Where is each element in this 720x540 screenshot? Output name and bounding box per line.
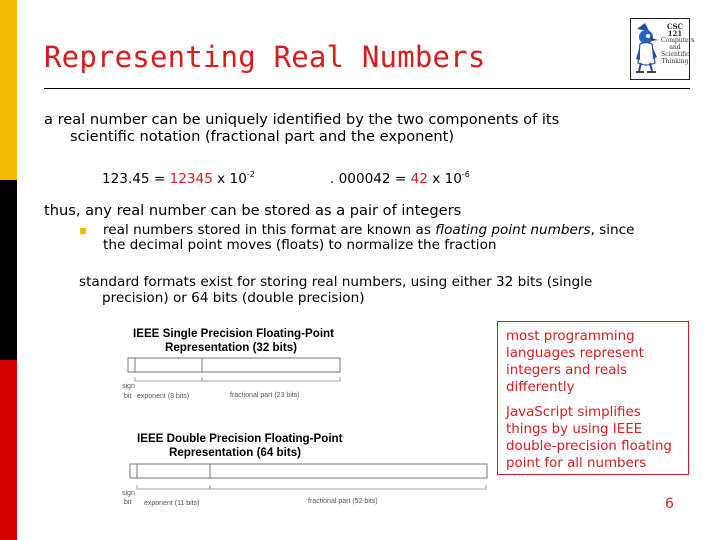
- stripe-yellow: [0, 0, 17, 180]
- stripe-black: [0, 180, 17, 360]
- thus-statement: thus, any real number can be stored as a pair of integers: [44, 202, 462, 219]
- course-logo: [630, 18, 695, 80]
- slide-title: Representing Real Numbers: [44, 40, 486, 74]
- callout-paragraph-2: [506, 404, 686, 472]
- intro-line-2: scientific notation (fractional part and the exponent): [70, 128, 455, 145]
- standard-line-1: standard formats exist for storing real numbers, using either 32 bits (single: [79, 274, 593, 290]
- single-precision-title-1: IEEE Single Precision Floating-Point: [133, 327, 334, 340]
- logo-line: and: [669, 44, 681, 51]
- callout-line: point for all numbers: [506, 456, 647, 471]
- example-2-times: x 10: [427, 171, 462, 187]
- double-precision-title-1: IEEE Double Precision Floating-Point: [137, 432, 343, 445]
- single-fraction-label: fractional part (23 bits): [230, 392, 300, 399]
- example-1-exponent: -2: [246, 170, 255, 179]
- callout-line: most programming: [506, 329, 635, 344]
- title-divider: [44, 88, 690, 89]
- example-2-exponent: -6: [461, 170, 470, 179]
- single-bit-label: bit: [124, 393, 132, 400]
- callout-line: integers and reals: [506, 363, 627, 378]
- example-2-fraction: 42: [410, 171, 428, 187]
- callout-box: [497, 321, 689, 475]
- single-precision-bit-diagram: [118, 355, 343, 390]
- logo-text: [661, 22, 695, 65]
- stripe-red: [0, 360, 17, 540]
- double-sign-label: sign: [122, 490, 135, 497]
- bullet-line-2: the decimal point moves (floats) to normalize the fraction: [103, 237, 497, 253]
- bullet-line-1: [103, 222, 635, 238]
- example-1: [102, 171, 255, 187]
- logo-line: Thinking: [661, 58, 689, 65]
- double-precision-title-2: Representation (64 bits): [168, 446, 302, 459]
- bullet-suffix: , since: [590, 222, 635, 238]
- logo-course-code: CSC 121: [666, 22, 684, 38]
- callout-line: double-precision floating: [506, 439, 672, 454]
- callout-line: languages represent: [506, 346, 644, 361]
- callout-line: JavaScript simplifies: [506, 405, 641, 420]
- double-precision-title: [137, 432, 343, 460]
- single-sign-label: sign: [122, 383, 135, 390]
- double-fraction-label: fractional part (52 bits): [308, 498, 378, 505]
- double-exponent-label: exponent (11 bits): [144, 500, 200, 507]
- example-2: [330, 171, 470, 187]
- page-number: 6: [665, 496, 674, 512]
- single-precision-title-2: Representation (32 bits): [164, 341, 298, 354]
- example-1-fraction: 12345: [169, 171, 213, 187]
- single-precision-title: [133, 327, 334, 355]
- double-bit-label: bit: [124, 499, 132, 506]
- bullet-prefix: real numbers stored in this format are known as: [103, 222, 436, 238]
- example-2-number: . 000042 =: [330, 171, 411, 187]
- intro-line-1: a real number can be uniquely identified by the two components of its: [44, 111, 560, 128]
- example-1-times: x 10: [212, 171, 247, 187]
- logo-line: Computers: [661, 37, 695, 44]
- example-1-number: 123.45 =: [102, 171, 170, 187]
- logo-line: Scientific: [661, 51, 690, 58]
- standard-line-2: precision) or 64 bits (double precision): [102, 290, 365, 306]
- bullet-marker: [80, 228, 86, 234]
- callout-line: things by using IEEE: [506, 422, 643, 437]
- bullet-emphasis: floating point numbers: [435, 222, 591, 238]
- single-exponent-label: exponent (8 bits): [137, 393, 190, 400]
- callout-paragraph-1: [506, 328, 686, 396]
- double-precision-bit-diagram: [120, 460, 490, 500]
- callout-line: differently: [506, 380, 575, 395]
